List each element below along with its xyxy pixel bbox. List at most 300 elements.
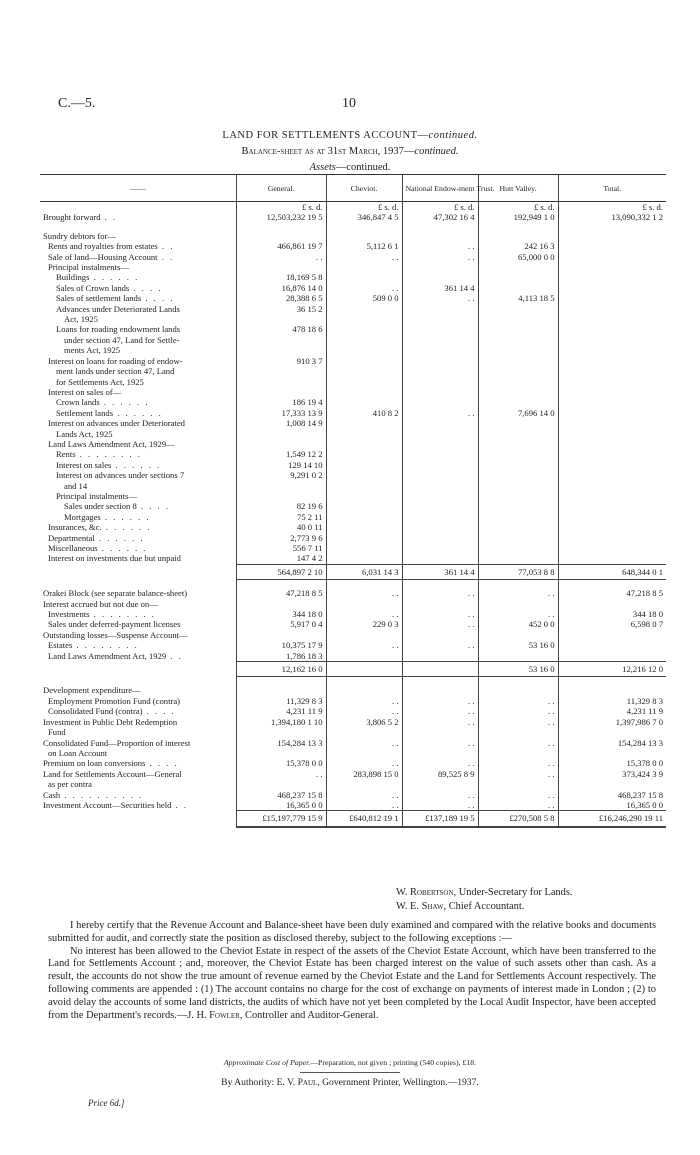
- amount-cell: 9,291 0 2: [236, 470, 326, 480]
- amount-cell: [326, 231, 402, 241]
- amount-cell: [478, 543, 558, 553]
- amount-cell: 11,329 8 3: [558, 696, 666, 706]
- amount-cell: 82 19 6: [236, 501, 326, 511]
- row-label: [40, 580, 236, 589]
- amount-cell: [478, 439, 558, 449]
- table-row: [40, 377, 666, 387]
- amount-cell: [402, 324, 478, 334]
- amount-cell: [236, 366, 326, 376]
- amount-cell: 18,169 5 8: [236, 272, 326, 282]
- table-row: [40, 293, 666, 303]
- amount-cell: [236, 335, 326, 345]
- row-label: Premium on loan conversions . . . .: [43, 758, 179, 769]
- amount-cell: [402, 630, 478, 640]
- table-row: [40, 651, 666, 662]
- amount-cell: . .: [326, 283, 402, 293]
- amount-cell: [478, 418, 558, 428]
- amount-cell: [236, 727, 326, 737]
- row-label: Sales under deferred-payment licenses: [48, 619, 181, 630]
- amount-cell: [326, 779, 402, 789]
- amount-cell: 1,397,986 7 0: [558, 717, 666, 727]
- amount-cell: [326, 512, 402, 522]
- amount-cell: . .: [236, 769, 326, 779]
- row-label: [40, 811, 236, 827]
- amount-cell: 1,786 18 3: [236, 651, 326, 662]
- amount-cell: [558, 685, 666, 695]
- amount-cell: [326, 304, 402, 314]
- amount-cell: [326, 387, 402, 397]
- amount-cell: . .: [326, 588, 402, 598]
- amount-cell: 509 0 0: [326, 293, 402, 303]
- amount-cell: [558, 304, 666, 314]
- amount-cell: [558, 397, 666, 407]
- amount-cell: [558, 377, 666, 387]
- amount-cell: [478, 553, 558, 564]
- row-label: Estates . . . . . . . .: [48, 640, 139, 651]
- amount-cell: [478, 335, 558, 345]
- amount-cell: 16,365 0 0: [236, 800, 326, 811]
- amount-cell: 53 16 0: [478, 640, 558, 650]
- row-label: Consolidated Fund (contra) . . . .: [48, 706, 176, 717]
- amount-cell: 147 4 2: [236, 553, 326, 564]
- amount-cell: [236, 377, 326, 387]
- amount-cell: 77,053 8 8: [478, 564, 558, 579]
- column-header: Cheviot.: [326, 175, 402, 202]
- table-row: [40, 439, 666, 449]
- column-header: General.: [236, 175, 326, 202]
- amount-cell: 186 19 4: [236, 397, 326, 407]
- row-label: Insurances, &c. . . . . . .: [48, 522, 152, 533]
- row-label: Lands Act, 1925: [56, 428, 113, 439]
- amount-cell: . .: [326, 252, 402, 262]
- amount-cell: [558, 501, 666, 511]
- amount-cell: [402, 223, 478, 231]
- amount-cell: [478, 512, 558, 522]
- amount-cell: [558, 314, 666, 324]
- row-label: ments Act, 1925: [64, 345, 121, 356]
- amount-cell: . .: [402, 758, 478, 768]
- amount-cell: 468,237 15 8: [236, 790, 326, 800]
- amount-cell: [558, 727, 666, 737]
- table-row: [40, 324, 666, 334]
- table-row: [40, 408, 666, 418]
- amount-cell: 452 0 0: [478, 619, 558, 629]
- amount-cell: [402, 748, 478, 758]
- row-label: Development expenditure—: [43, 685, 141, 696]
- amount-cell: [478, 231, 558, 241]
- amount-cell: 47,218 8 5: [558, 588, 666, 598]
- amount-cell: 47,302 16 4: [402, 212, 478, 222]
- table-row: [40, 491, 666, 501]
- amount-cell: £137,189 19 5: [402, 811, 478, 827]
- amount-cell: . .: [326, 609, 402, 619]
- amount-cell: . .: [402, 241, 478, 251]
- amount-cell: 192,949 1 0: [478, 212, 558, 222]
- amount-cell: 36 15 2: [236, 304, 326, 314]
- amount-cell: [478, 314, 558, 324]
- amount-cell: [478, 470, 558, 480]
- row-label: Brought forward . .: [43, 212, 118, 223]
- amount-cell: [478, 779, 558, 789]
- amount-cell: [478, 491, 558, 501]
- amount-cell: [558, 345, 666, 355]
- audit-certificate: [48, 920, 656, 1022]
- amount-cell: [478, 366, 558, 376]
- amount-cell: [478, 397, 558, 407]
- amount-cell: [558, 491, 666, 501]
- row-label: Sales of settlement lands . . . .: [56, 293, 175, 304]
- amount-cell: [402, 397, 478, 407]
- amount-cell: [236, 779, 326, 789]
- amount-cell: [558, 470, 666, 480]
- amount-cell: [326, 356, 402, 366]
- amount-cell: 3,806 5 2: [326, 717, 402, 727]
- table-row: [40, 580, 666, 589]
- amount-cell: [236, 223, 326, 231]
- row-label: Land Laws Amendment Act, 1929 . .: [48, 650, 183, 661]
- amount-cell: [326, 314, 402, 324]
- amount-cell: [402, 304, 478, 314]
- amount-cell: [478, 685, 558, 695]
- amount-cell: [326, 630, 402, 640]
- amount-cell: [558, 779, 666, 789]
- table-row: [40, 738, 666, 748]
- amount-cell: 478 18 6: [236, 324, 326, 334]
- amount-cell: [402, 366, 478, 376]
- amount-cell: [326, 651, 402, 662]
- amount-cell: 466,861 19 7: [236, 241, 326, 251]
- amount-cell: [326, 501, 402, 511]
- table-row: [40, 231, 666, 241]
- amount-cell: [402, 685, 478, 695]
- cost-of-paper: Approximate Cost of Paper.—Preparation, not given ; printing (540 copies), £18.: [223, 1058, 477, 1067]
- amount-cell: 5,112 6 1: [326, 241, 402, 251]
- amount-cell: [326, 223, 402, 231]
- printer-authority: By Authority: E. V. Paul, Government Printer, Wellington.—1937.: [221, 1077, 479, 1088]
- amount-cell: 1,549 12 2: [236, 449, 326, 459]
- amount-cell: . .: [402, 706, 478, 716]
- row-label: ment lands under section 47, Land: [56, 366, 175, 377]
- amount-cell: [236, 580, 326, 589]
- amount-cell: [402, 356, 478, 366]
- account-title: LAND FOR SETTLEMENTS ACCOUNT—continued.: [222, 130, 478, 141]
- amount-cell: [478, 304, 558, 314]
- amount-cell: . .: [478, 588, 558, 598]
- amount-cell: [326, 727, 402, 737]
- amount-cell: [558, 640, 666, 650]
- amount-cell: [236, 387, 326, 397]
- amount-cell: [236, 630, 326, 640]
- row-label: Investments . . . . . . . .: [48, 609, 156, 620]
- amount-cell: . .: [326, 758, 402, 768]
- row-label: Settlement lands . . . . . .: [56, 407, 163, 418]
- amount-cell: [478, 377, 558, 387]
- amount-cell: [326, 345, 402, 355]
- amount-cell: . .: [478, 758, 558, 768]
- amount-cell: [402, 512, 478, 522]
- table-row: [40, 262, 666, 272]
- amount-cell: [558, 553, 666, 564]
- amount-cell: [236, 439, 326, 449]
- amount-cell: 2,773 9 6: [236, 533, 326, 543]
- table-row: [40, 543, 666, 553]
- amount-cell: [558, 324, 666, 334]
- amount-cell: £15,197,779 15 9: [236, 811, 326, 827]
- amount-cell: . .: [326, 696, 402, 706]
- row-label: Interest on sales . . . . . .: [56, 459, 162, 470]
- amount-cell: [558, 449, 666, 459]
- amount-cell: . .: [402, 717, 478, 727]
- row-label: Land Laws Amendment Act, 1929—: [48, 438, 175, 449]
- row-label: Consolidated Fund—Proportion of interest: [43, 737, 191, 748]
- currency-label: £ s. d.: [326, 202, 402, 213]
- table-row: [40, 619, 666, 629]
- amount-cell: [478, 533, 558, 543]
- table-row: [40, 696, 666, 706]
- under-secretary-signature: W. Robertson, Under-Secretary for Lands.: [396, 887, 573, 898]
- amount-cell: [558, 387, 666, 397]
- amount-cell: 11,329 8 3: [236, 696, 326, 706]
- amount-cell: [402, 460, 478, 470]
- amount-cell: [236, 231, 326, 241]
- amount-cell: . .: [478, 769, 558, 779]
- table-row: [40, 345, 666, 355]
- table-row: [40, 283, 666, 293]
- column-header: National Endow-ment Trust.: [402, 175, 478, 202]
- table-row: [40, 470, 666, 480]
- signature-block: [396, 886, 572, 914]
- row-label: Fund: [48, 727, 66, 738]
- amount-cell: [402, 335, 478, 345]
- row-label: under section 47, Land for Settle-: [64, 334, 180, 345]
- amount-cell: [236, 685, 326, 695]
- row-label: Principal instalments—: [48, 262, 129, 273]
- table-row: [40, 449, 666, 459]
- row-label: Interest accrued but not due on—: [43, 598, 158, 609]
- amount-cell: [558, 418, 666, 428]
- amount-cell: [402, 651, 478, 662]
- row-label: Buildings . . . . . .: [56, 272, 140, 283]
- amount-cell: [236, 677, 326, 686]
- row-label: Sales of Crown lands . . . .: [56, 282, 163, 293]
- amount-cell: [478, 272, 558, 282]
- amount-cell: 361 14 4: [402, 564, 478, 579]
- amount-cell: 17,333 13 9: [236, 408, 326, 418]
- amount-cell: [326, 262, 402, 272]
- amount-cell: [558, 599, 666, 609]
- table-row: [40, 769, 666, 779]
- amount-cell: 12,216 12 0: [558, 662, 666, 677]
- amount-cell: 154,284 13 3: [558, 738, 666, 748]
- amount-cell: [236, 491, 326, 501]
- table-row: [40, 512, 666, 522]
- currency-row: [40, 202, 666, 213]
- table-row: [40, 397, 666, 407]
- amount-cell: [326, 748, 402, 758]
- amount-cell: [326, 553, 402, 564]
- amount-cell: . .: [478, 696, 558, 706]
- amount-cell: [558, 366, 666, 376]
- amount-cell: [326, 533, 402, 543]
- table-row: [40, 522, 666, 532]
- amount-cell: 4,231 11 9: [236, 706, 326, 716]
- amount-cell: . .: [326, 790, 402, 800]
- table-row: [40, 800, 666, 811]
- amount-cell: 1,394,180 1 10: [236, 717, 326, 727]
- amount-cell: [402, 231, 478, 241]
- amount-cell: . .: [402, 609, 478, 619]
- amount-cell: [558, 335, 666, 345]
- amount-cell: [478, 460, 558, 470]
- table-row: [40, 640, 666, 650]
- amount-cell: 28,388 6 5: [236, 293, 326, 303]
- amount-cell: [478, 429, 558, 439]
- amount-cell: [558, 241, 666, 251]
- table-row: [40, 706, 666, 716]
- amount-cell: [326, 429, 402, 439]
- amount-cell: [326, 470, 402, 480]
- amount-cell: [478, 345, 558, 355]
- amount-cell: . .: [402, 640, 478, 650]
- amount-cell: 6,598 0 7: [558, 619, 666, 629]
- amount-cell: [478, 651, 558, 662]
- amount-cell: [402, 314, 478, 324]
- amount-cell: 15,378 0 0: [236, 758, 326, 768]
- amount-cell: [326, 580, 402, 589]
- amount-cell: [478, 727, 558, 737]
- table-row: [40, 599, 666, 609]
- amount-cell: [402, 377, 478, 387]
- currency-label: £ s. d.: [402, 202, 478, 213]
- amount-cell: [402, 677, 478, 686]
- amount-cell: 910 3 7: [236, 356, 326, 366]
- row-label: [40, 564, 236, 579]
- amount-cell: 7,696 14 0: [478, 408, 558, 418]
- amount-cell: . .: [478, 706, 558, 716]
- row-label: for Settlements Act, 1925: [56, 376, 144, 387]
- row-label: Sale of land—Housing Account . .: [48, 251, 175, 262]
- table-row: [40, 727, 666, 737]
- amount-cell: [558, 460, 666, 470]
- amount-cell: [402, 553, 478, 564]
- column-header: Total.: [558, 175, 666, 202]
- table-row: [40, 779, 666, 789]
- amount-cell: [402, 491, 478, 501]
- table-row: [40, 501, 666, 511]
- amount-cell: [326, 324, 402, 334]
- amount-cell: [558, 651, 666, 662]
- amount-cell: 16,876 14 0: [236, 283, 326, 293]
- amount-cell: [478, 283, 558, 293]
- amount-cell: 89,525 8 9: [402, 769, 478, 779]
- row-label: Outstanding losses—Suspense Account—: [43, 629, 188, 640]
- amount-cell: [402, 262, 478, 272]
- amount-cell: . .: [236, 252, 326, 262]
- amount-cell: [326, 599, 402, 609]
- amount-cell: [326, 418, 402, 428]
- amount-cell: [326, 397, 402, 407]
- amount-cell: 373,424 3 9: [558, 769, 666, 779]
- table-row: [40, 609, 666, 619]
- row-label: Rents and royalties from estates . .: [48, 241, 175, 252]
- table-row: [40, 366, 666, 376]
- amount-cell: 242 16 3: [478, 241, 558, 251]
- amount-cell: 13,090,332 1 2: [558, 212, 666, 222]
- amount-cell: [326, 522, 402, 532]
- amount-cell: [478, 324, 558, 334]
- row-label: Mortgages . . . . . .: [64, 511, 151, 522]
- amount-cell: [558, 272, 666, 282]
- amount-cell: [326, 272, 402, 282]
- amount-cell: [326, 491, 402, 501]
- amount-cell: 344 18 0: [558, 609, 666, 619]
- amount-cell: 75 2 11: [236, 512, 326, 522]
- table-row: [40, 811, 666, 827]
- amount-cell: 361 14 4: [402, 283, 478, 293]
- balance-sheet-title: Balance-sheet as at 31st March, 1937—continued.: [241, 146, 459, 157]
- amount-cell: [326, 377, 402, 387]
- row-label: Miscellaneous . . . . . .: [48, 543, 148, 553]
- row-label: Sales under section 8 . . . .: [64, 501, 170, 512]
- amount-cell: [478, 748, 558, 758]
- table-row: [40, 223, 666, 231]
- table-row: [40, 212, 666, 222]
- table-row: [40, 588, 666, 598]
- amount-cell: 15,378 0 0: [558, 758, 666, 768]
- amount-cell: . .: [478, 609, 558, 619]
- amount-cell: [236, 748, 326, 758]
- amount-cell: . .: [478, 800, 558, 811]
- table-row: [40, 481, 666, 491]
- amount-cell: [326, 685, 402, 695]
- amount-cell: [558, 356, 666, 366]
- amount-cell: [478, 481, 558, 491]
- amount-cell: [326, 460, 402, 470]
- amount-cell: . .: [402, 252, 478, 262]
- row-label: [40, 677, 236, 686]
- amount-cell: [478, 356, 558, 366]
- row-label: Loans for roading endowment lands: [56, 324, 181, 335]
- amount-cell: . .: [478, 717, 558, 727]
- amount-cell: . .: [478, 790, 558, 800]
- amount-cell: [558, 231, 666, 241]
- column-header: ——: [40, 175, 236, 202]
- amount-cell: [402, 662, 478, 677]
- amount-cell: £16,246,290 19 11: [558, 811, 666, 827]
- amount-cell: [478, 262, 558, 272]
- amount-cell: 12,503,232 19 5: [236, 212, 326, 222]
- amount-cell: [402, 533, 478, 543]
- amount-cell: [236, 262, 326, 272]
- amount-cell: . .: [402, 408, 478, 418]
- row-label: Interest on loans for roading of endow-: [48, 355, 183, 366]
- amount-cell: [402, 429, 478, 439]
- amount-cell: 4,231 11 9: [558, 706, 666, 716]
- amount-cell: 468,237 15 8: [558, 790, 666, 800]
- amount-cell: [326, 366, 402, 376]
- amount-cell: 40 0 11: [236, 522, 326, 532]
- row-label: Crown lands . . . . . .: [56, 397, 150, 408]
- row-label: Advances under Deteriorated Lands: [56, 303, 180, 314]
- table-row: [40, 553, 666, 564]
- currency-label: £ s. d.: [236, 202, 326, 213]
- table-row: [40, 272, 666, 282]
- amount-cell: [478, 501, 558, 511]
- row-label: Act, 1925: [64, 314, 98, 325]
- table-row: [40, 717, 666, 727]
- amount-cell: [402, 522, 478, 532]
- amount-cell: [236, 599, 326, 609]
